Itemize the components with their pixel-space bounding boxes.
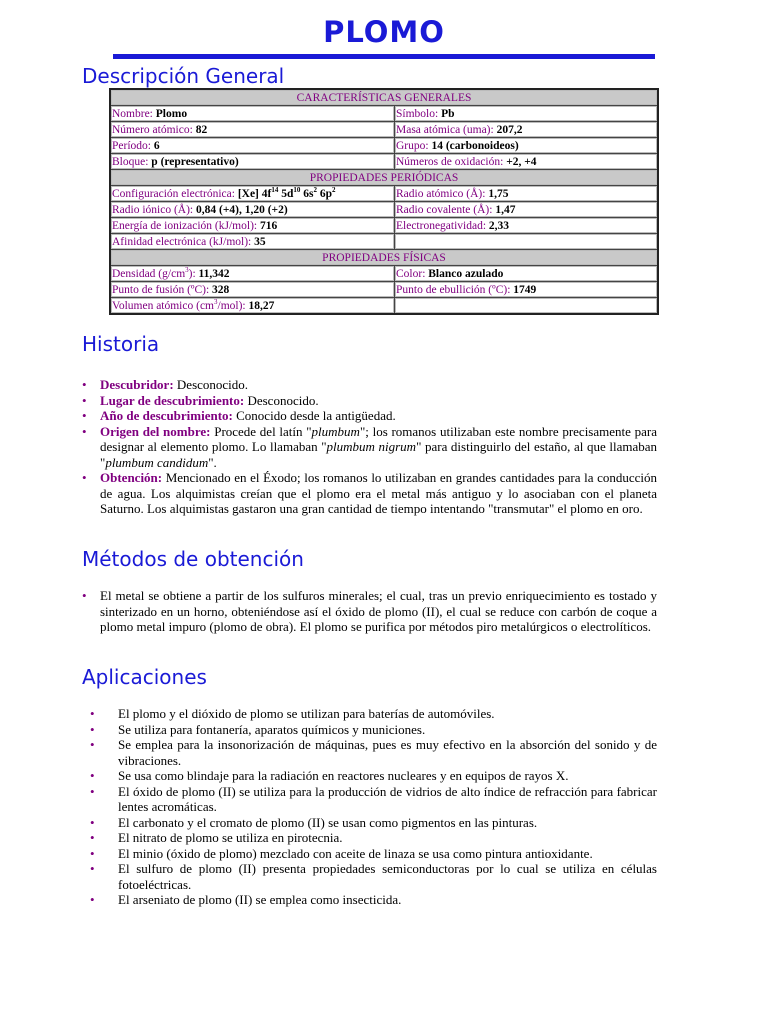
table-cell xyxy=(110,186,395,202)
cell-value xyxy=(237,185,336,200)
table-cell xyxy=(110,234,395,250)
metodos-list xyxy=(100,588,657,635)
table-cell xyxy=(395,282,659,298)
item-text: Conocido desde la antigüedad. xyxy=(232,408,396,423)
cell-value: 2,33 xyxy=(488,219,510,232)
table-row xyxy=(110,202,658,218)
table-cell xyxy=(395,154,659,170)
table-header-general: CARACTERÍSTICAS GENERALES xyxy=(110,89,658,106)
cell-label: Números de oxidación: xyxy=(396,155,504,168)
cell-label: Electronegatividad: xyxy=(396,219,487,232)
cell-label: Afinidad electrónica (kJ/mol): xyxy=(112,235,252,248)
cell-label: Punto de ebullición (ºC): xyxy=(396,283,511,296)
config-sup: 2 xyxy=(332,185,336,194)
item-key: Obtención: xyxy=(100,470,163,485)
table-cell xyxy=(110,122,395,138)
properties-table xyxy=(109,88,659,315)
page-title: PLOMO xyxy=(323,15,445,49)
table-cell xyxy=(110,138,395,154)
table-cell xyxy=(395,106,659,122)
cell-value: Pb xyxy=(441,107,455,120)
label-part: Volumen atómico (cm xyxy=(112,299,214,312)
cell-value: p (representativo) xyxy=(151,155,239,168)
table-cell xyxy=(110,298,395,315)
table-cell xyxy=(110,282,395,298)
list-item: • El minio (óxido de plomo) mezclado con aceite de linaza se usa como pintura antioxidante. xyxy=(118,846,657,862)
list-item: • Se usa como blindaje para la radiación en reactores nucleares y en equipos de rayos X. xyxy=(118,768,657,784)
label-part: /mol): xyxy=(217,299,246,312)
list-item xyxy=(100,470,657,517)
cell-value: 207,2 xyxy=(496,123,523,136)
table-cell xyxy=(395,266,659,282)
cell-value: 14 (carbonoideos) xyxy=(431,139,519,152)
item-text: Desconocido. xyxy=(173,377,249,392)
table-cell xyxy=(110,106,395,122)
list-item: • El óxido de plomo (II) se utiliza para la producción de vidrios de alto índice de refracción para fabricar lentes acromáticas. xyxy=(118,784,657,815)
list-item: • El nitrato de plomo se utiliza en pirotecnia. xyxy=(118,830,657,846)
list-item: • El plomo y el dióxido de plomo se utilizan para baterías de automóviles. xyxy=(118,706,657,722)
title-rule xyxy=(113,54,655,59)
section-heading-general: Descripción General xyxy=(82,64,285,88)
table-cell xyxy=(395,186,659,202)
table-cell xyxy=(110,202,395,218)
cell-value: 328 xyxy=(212,283,230,296)
item-key: Año de descubrimiento: xyxy=(100,408,233,423)
list-item: • El arseniato de plomo (II) se emplea como insecticida. xyxy=(118,892,657,908)
item-text: "; los romanos utilizaban este nombre precisamente para designar al elemento plomo. Lo llamaban " xyxy=(100,423,657,454)
table-cell xyxy=(110,154,395,170)
table-row xyxy=(110,298,658,315)
cell-label xyxy=(112,297,246,312)
table-row xyxy=(110,282,658,298)
table-header-periodic: PROPIEDADES PERIÓDICAS xyxy=(110,170,658,186)
cell-value: 18,27 xyxy=(248,299,275,312)
config-sup: 14 xyxy=(271,185,279,194)
list-item xyxy=(100,393,657,409)
config-sup: 10 xyxy=(293,185,301,194)
list-item xyxy=(100,424,657,471)
config-part: 6p xyxy=(316,187,333,200)
config-part: 5d xyxy=(278,187,294,200)
label-sup: 3 xyxy=(214,297,218,306)
cell-label: Radio iónico (Å): xyxy=(112,203,194,216)
table-cell-empty xyxy=(395,298,659,315)
cell-label: Símbolo: xyxy=(396,107,439,120)
cell-label: Radio covalente (Å): xyxy=(396,203,493,216)
item-text: Desconocido. xyxy=(244,392,319,408)
table-row xyxy=(110,218,658,234)
table-cell xyxy=(110,266,395,282)
cell-value: 0,84 (+4), 1,20 (+2) xyxy=(196,203,288,216)
list-item xyxy=(100,408,657,424)
table-row xyxy=(110,154,658,170)
section-heading-historia: Historia xyxy=(82,332,160,356)
item-key: Descubridor: xyxy=(100,377,174,392)
config-sup: 2 xyxy=(313,185,317,194)
cell-label: Configuración electrónica: xyxy=(112,187,235,200)
item-italic: plumbum candidum xyxy=(105,454,209,470)
table-row xyxy=(110,186,658,202)
table-cell-empty xyxy=(395,234,659,250)
list-item: • El carbonato y el cromato de plomo (II) se usan como pigmentos en las pinturas. xyxy=(118,815,657,831)
item-text: ". xyxy=(208,454,217,470)
table-row xyxy=(110,266,658,282)
config-part: 6s xyxy=(300,187,314,200)
table-header-physical: PROPIEDADES FÍSICAS xyxy=(110,250,658,266)
table-row xyxy=(110,122,658,138)
label-part: Densidad (g/cm xyxy=(112,267,186,280)
cell-value: 82 xyxy=(195,123,208,136)
section-heading-metodos: Métodos de obtención xyxy=(82,547,304,571)
table-cell xyxy=(395,122,659,138)
cell-value: 1,75 xyxy=(488,187,509,200)
item-italic: plumbum nigrum xyxy=(326,439,417,454)
item-text: Procede del latín " xyxy=(210,423,312,439)
cell-value: +2, +4 xyxy=(506,155,537,168)
cell-label: Período: xyxy=(112,139,151,152)
label-part: ): xyxy=(188,267,196,280)
historia-list xyxy=(100,377,657,517)
cell-value: Plomo xyxy=(155,107,188,120)
list-item xyxy=(100,377,657,393)
section-heading-aplicaciones: Aplicaciones xyxy=(82,665,207,689)
cell-label: Masa atómica (uma): xyxy=(396,123,494,136)
cell-label: Número atómico: xyxy=(112,123,193,136)
item-text: Mencionado en el Éxodo; los romanos lo utilizaban en grandes cantidades para la conducción de agua. Los alquimistas creían que el plomo era el metal más antiguo y lo asociaban con el planeta Saturno. Los alquimistas gastaron una gran cantidad de tiempo intentando "transmutar" el plomo en oro. xyxy=(100,470,657,516)
table-cell xyxy=(395,138,659,154)
item-key: Lugar de descubrimiento: xyxy=(100,392,245,408)
item-key: Origen del nombre: xyxy=(100,423,211,439)
cell-label: Radio atómico (Å): xyxy=(396,187,486,200)
cell-label: Energía de ionización (kJ/mol): xyxy=(112,219,258,232)
table-row xyxy=(110,234,658,250)
cell-label: Color: xyxy=(396,267,426,280)
cell-label: Grupo: xyxy=(396,139,429,152)
cell-value: 1749 xyxy=(513,283,537,296)
table-cell xyxy=(110,218,395,234)
list-item: • Se utiliza para fontanería, aparatos químicos y municiones. xyxy=(118,722,657,738)
table-row xyxy=(110,138,658,154)
cell-value: 35 xyxy=(254,235,266,248)
cell-value: 11,342 xyxy=(198,267,230,280)
config-part: [Xe] 4f xyxy=(237,187,272,200)
aplicaciones-list xyxy=(118,706,657,908)
item-italic: plumbum xyxy=(311,423,360,439)
table-row xyxy=(110,106,658,122)
cell-value: 6 xyxy=(153,139,160,152)
cell-value: Blanco azulado xyxy=(428,267,504,280)
cell-label: Punto de fusión (ºC): xyxy=(112,283,210,296)
cell-label: Nombre: xyxy=(112,107,153,120)
item-text: " para distinguirlo del estaño, al que llamaban " xyxy=(100,439,657,470)
cell-label xyxy=(112,265,196,280)
list-item: • Se emplea para la insonorización de máquinas, pues es muy efectivo en la absorción del sonido y de vibraciones. xyxy=(118,737,657,768)
list-item: • El metal se obtiene a partir de los sulfuros minerales; el cual, tras un previo enriquecimiento es tostado y sinterizado en un horno, obteniéndose así el óxido de plomo (II), el cual se reduce con carbón de coque a plomo metal impuro (plomo de obra). El plomo se purifica por métodos piro metalúrgicos o electrolíticos. xyxy=(100,588,657,635)
cell-value: 716 xyxy=(259,219,278,232)
list-item: • El sulfuro de plomo (II) presenta propiedades semiconductoras por lo cual se utiliza en células fotoeléctricas. xyxy=(118,861,657,892)
table-cell xyxy=(395,218,659,234)
table-cell xyxy=(395,202,659,218)
label-sup: 3 xyxy=(185,265,189,274)
cell-value: 1,47 xyxy=(495,203,516,216)
cell-label: Bloque: xyxy=(112,155,149,168)
